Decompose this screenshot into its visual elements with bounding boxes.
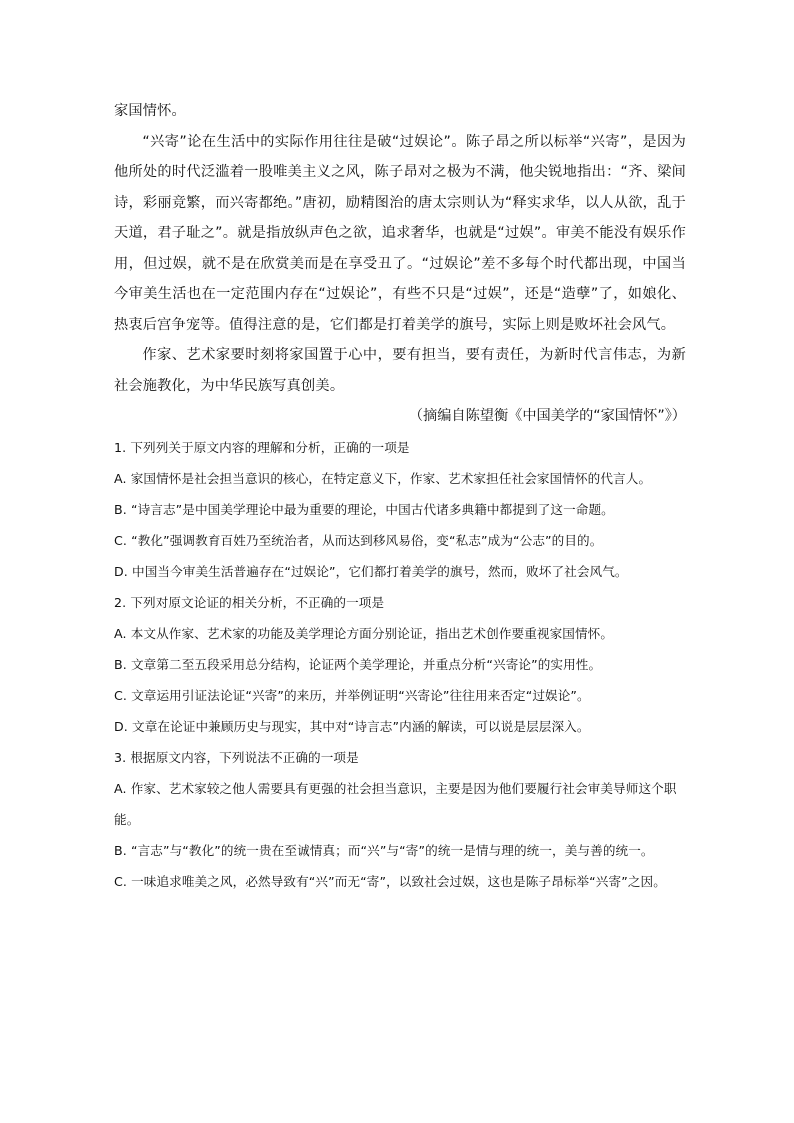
question-stem: 1. 下列列关于原文内容的理解和分析，正确的一项是 bbox=[114, 439, 410, 455]
option-d: D. 中国当今审美生活普遍存在“过娱论”，它们都打着美学的旗号，然而，败坏了社会风气。 bbox=[114, 563, 628, 579]
option-b: B. 文章第二至五段采用总分结构，论证两个美学理论，并重点分析“兴寄论”的实用性。 bbox=[114, 656, 602, 672]
passage-paragraph-conclusion: 作家、艺术家要时刻将家国置于心中，要有担当，要有责任，为新时代言伟志，为新社会施教化，为中华民族写真创美。 bbox=[114, 347, 686, 394]
passage-paragraph-tail: 家国情怀。 bbox=[114, 103, 186, 119]
question-stem: 3. 根据原文内容，下列说法不正确的一项是 bbox=[114, 749, 359, 765]
question-stem: 2. 下列对原文论证的相关分析，不正确的一项是 bbox=[114, 594, 385, 610]
option-b: B. “言志”与“教化”的统一贵在至诚情真；而“兴”与“寄”的统一是情与理的统一，美与善的统一。 bbox=[114, 842, 654, 858]
question-2 bbox=[114, 587, 686, 742]
option-a: A. 家国情怀是社会担当意识的核心，在特定意义下，作家、艺术家担任社会家国情怀的代言人。 bbox=[114, 470, 652, 486]
option-c: C. “教化”强调教育百姓乃至统治者，从而达到移风易俗，变“私志”成为“公志”的目的。 bbox=[114, 532, 603, 548]
question-1 bbox=[114, 432, 686, 587]
option-a: A. 本文从作家、艺术家的功能及美学理论方面分别论证，指出艺术创作要重视家国情怀。 bbox=[114, 625, 614, 641]
passage-paragraph-xingji: “兴寄”论在生活中的实际作用往往是破“过娱论”。陈子昂之所以标举“兴寄”，是因为他所处的时代泛滥着一股唯美主义之风，陈子昂对之极为不满，他尖锐地指出：“齐、梁间诗，彩丽竞繁，而兴寄都绝。”唐初，励精图治的唐太宗则认为“释实求华，以人从欲，乱于天道，君子耻之”。就是指放纵声色之欲，追求奢华，也就是“过娱”。审美不能没有娱乐作用，但过娱，就不是在欣赏美而是在享受丑了。“过娱论”差不多每个时代都出现，中国当今审美生活也在一定范围内存在“过娱论”，有些不只是“过娱”，还是“造孽”了，如娘化、热衷后宫争宠等。值得注意的是，它们都是打着美学的旗号，实际上则是败坏社会风气。 bbox=[114, 133, 686, 333]
option-a: A. 作家、艺术家较之他人需要具有更强的社会担当意识，主要是因为他们要履行社会审美导师这个职能。 bbox=[114, 780, 677, 827]
option-c: C. 文章运用引证法论证“兴寄”的来历，并举例证明“兴寄论”往往用来否定“过娱论”。 bbox=[114, 687, 590, 703]
question-3 bbox=[114, 742, 686, 897]
passage-source: （摘编自陈望衡《中国美学的“家国情怀”》） bbox=[408, 408, 686, 424]
option-d: D. 文章在论证中兼顾历史与现实，其中对“诗言志”内涵的解读，可以说是层层深入。 bbox=[114, 718, 590, 734]
text-column bbox=[114, 96, 686, 897]
option-c: C. 一味追求唯美之风，必然导致有“兴”而无“寄”，以致社会过娱，这也是陈子昂标举“兴寄”之因。 bbox=[114, 873, 666, 889]
option-b: B. “诗言志”是中国美学理论中最为重要的理论，中国古代诸多典籍中都提到了这一命题。 bbox=[114, 501, 614, 517]
